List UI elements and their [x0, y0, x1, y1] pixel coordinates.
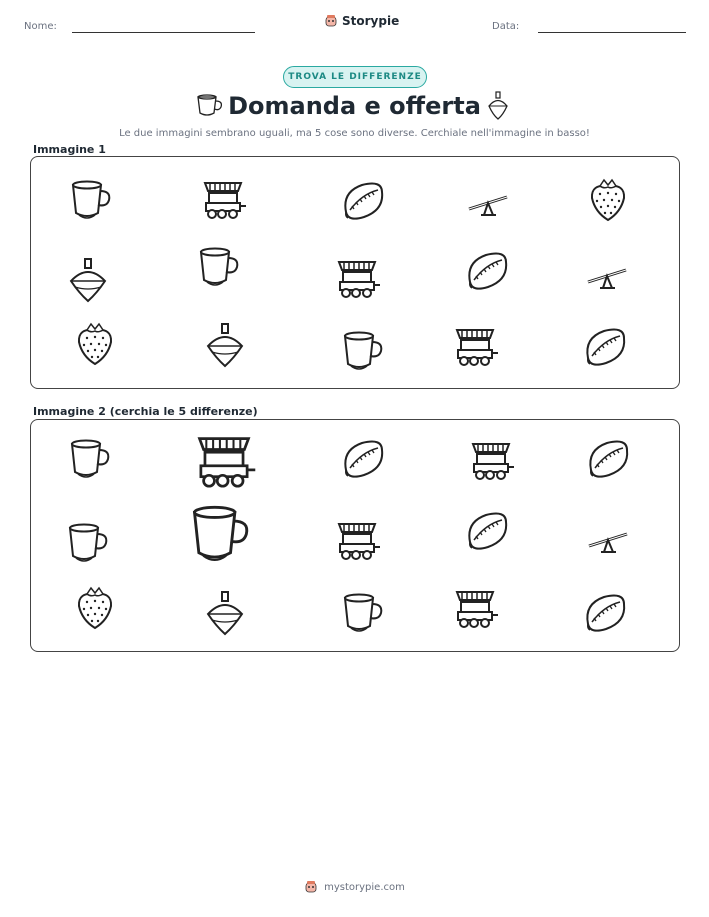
cup-icon	[65, 175, 115, 225]
footer-url[interactable]: mystorypie.com	[324, 881, 405, 893]
seesaw-icon[interactable]	[583, 516, 633, 566]
cup-icon[interactable]	[337, 588, 387, 638]
seesaw-icon	[582, 252, 632, 302]
cup-icon[interactable]	[64, 434, 114, 484]
page-title: Domanda e offerta	[228, 92, 481, 120]
cart-icon[interactable]	[466, 434, 516, 484]
rugby-ball-icon[interactable]	[583, 434, 633, 484]
cup-icon	[193, 242, 243, 292]
cup-icon[interactable]	[183, 498, 255, 570]
seesaw-icon	[463, 179, 513, 229]
brand-name: Storypie	[342, 14, 400, 28]
cart-icon	[198, 173, 248, 223]
cup-icon[interactable]	[62, 518, 112, 568]
cart-icon	[332, 252, 382, 302]
rugby-ball-icon	[338, 176, 388, 226]
rugby-ball-icon[interactable]	[338, 434, 388, 484]
date-field[interactable]	[538, 32, 686, 33]
instructions: Le due immagini sembrano uguali, ma 5 cose sono diverse. Cerchiale nell'immagine in basso!	[119, 128, 590, 139]
cart-icon[interactable]	[190, 425, 258, 493]
rugby-ball-icon[interactable]	[580, 588, 630, 638]
brand-logo	[324, 14, 399, 28]
footer	[0, 880, 709, 894]
strawberry-icon[interactable]	[70, 582, 120, 632]
panel2-label[interactable]: Immagine 2 (cerchia le 5 differenze)	[33, 405, 258, 418]
spinning-top-icon	[200, 320, 250, 370]
cart-icon[interactable]	[450, 582, 500, 632]
storypie-mascot-icon	[324, 14, 338, 28]
panel1-label: Immagine 1	[33, 143, 106, 156]
cart-icon[interactable]	[332, 514, 382, 564]
cup-icon	[337, 326, 387, 376]
spinning-top-icon	[485, 91, 511, 125]
rugby-ball-icon[interactable]	[462, 506, 512, 556]
rugby-ball-icon	[580, 322, 630, 372]
strawberry-icon	[70, 318, 120, 368]
name-label: Nome:	[24, 21, 57, 32]
cart-icon	[450, 320, 500, 370]
date-label: Data:	[492, 21, 520, 32]
storypie-mascot-icon	[304, 880, 318, 894]
spinning-top-icon[interactable]	[200, 588, 250, 638]
spinning-top-icon	[63, 255, 113, 305]
activity-badge: TROVA LE DIFFERENZE	[283, 66, 427, 88]
rugby-ball-icon	[462, 246, 512, 296]
name-field[interactable]	[72, 32, 255, 33]
strawberry-icon	[583, 174, 633, 224]
